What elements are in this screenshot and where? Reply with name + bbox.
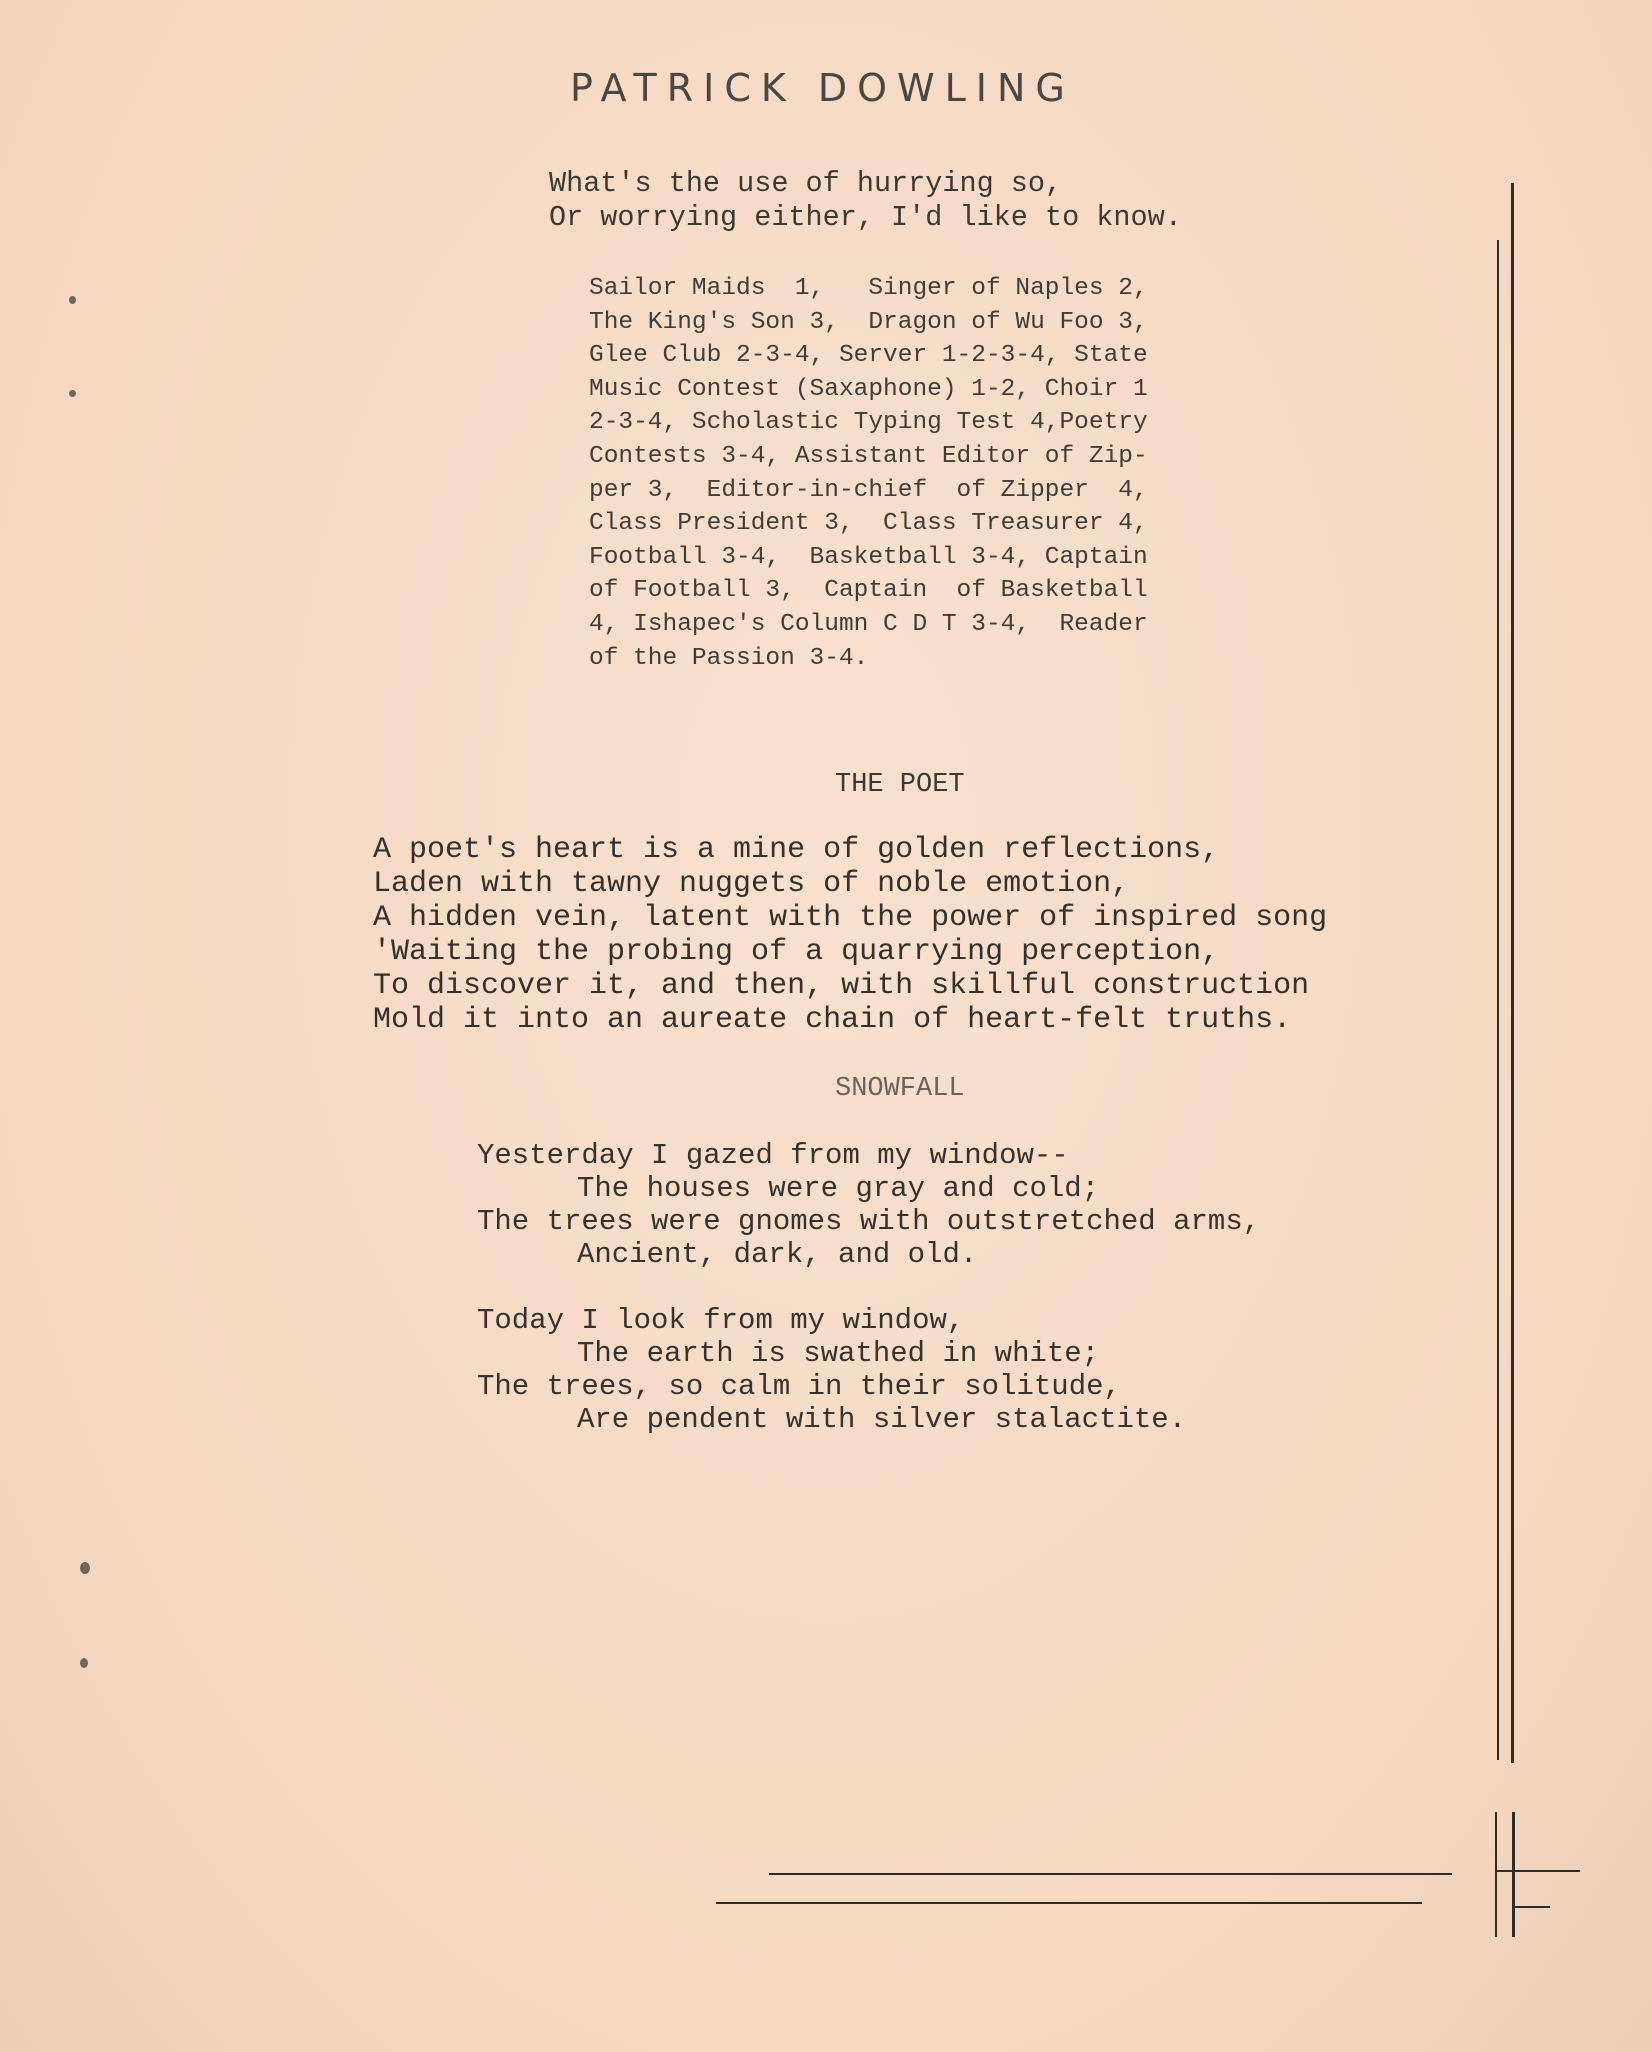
- border-rule-vertical: [1512, 1812, 1515, 1937]
- border-rule-horizontal: [769, 1873, 1452, 1875]
- border-rule-horizontal: [1514, 1906, 1550, 1908]
- motto-line: Or worrying either, I'd like to know.: [549, 201, 1182, 234]
- activities-line: 2-3-4, Scholastic Typing Test 4,Poetry: [589, 409, 1148, 437]
- poem-line: The houses were gray and cold;: [577, 1172, 1100, 1205]
- poem-title-the-poet: THE POET: [835, 770, 965, 800]
- poem-line: 'Waiting the probing of a quarrying perception,: [373, 935, 1220, 969]
- poem-line: Yesterday I gazed from my window--: [477, 1139, 1069, 1172]
- border-rule-horizontal: [716, 1902, 1422, 1904]
- poem-snowfall: [477, 1139, 1260, 1436]
- binder-hole-mark: [69, 296, 76, 304]
- border-rule-vertical: [1495, 1812, 1497, 1937]
- motto-line: What's the use of hurrying so,: [549, 167, 1063, 200]
- page-title: PATRICK DOWLING: [570, 66, 1075, 110]
- activities-line: per 3, Editor-in-chief of Zipper 4,: [589, 476, 1148, 504]
- poem-title-snowfall: SNOWFALL: [835, 1074, 965, 1104]
- border-rule-vertical: [1511, 183, 1514, 1763]
- activities-line: Sailor Maids 1, Singer of Naples 2,: [589, 275, 1148, 302]
- poem-line: A poet's heart is a mine of golden reflections,: [373, 833, 1220, 867]
- activities-line: Music Contest (Saxaphone) 1-2, Choir 1: [589, 375, 1148, 403]
- activities-line: Contests 3-4, Assistant Editor of Zip-: [589, 442, 1148, 470]
- activities-line: of the Passion 3-4.: [589, 644, 869, 672]
- border-rule-vertical: [1497, 240, 1499, 1760]
- poem-line: Are pendent with silver stalactite.: [577, 1403, 1187, 1436]
- activities-line: of Football 3, Captain of Basketball: [589, 577, 1148, 605]
- poem-line: The trees, so calm in their solitude,: [477, 1370, 1121, 1403]
- poem-line: Laden with tawny nuggets of noble emotion,: [373, 867, 1130, 901]
- binder-hole-mark: [69, 390, 76, 397]
- poem-line: The trees were gnomes with outstretched arms,: [477, 1205, 1261, 1238]
- poem-line: Today I look from my window,: [477, 1304, 965, 1337]
- poem-line: A hidden vein, latent with the power of inspired song: [373, 901, 1328, 935]
- poem-line: Ancient, dark, and old.: [577, 1238, 978, 1271]
- poem-line: Mold it into an aureate chain of heart-felt truths.: [373, 1003, 1292, 1037]
- poem-line: The earth is swathed in white;: [577, 1337, 1100, 1370]
- activities-line: 4, Ishapec's Column C D T 3-4, Reader: [589, 610, 1148, 638]
- activities-line: Football 3-4, Basketball 3-4, Captain: [589, 543, 1148, 571]
- border-rule-horizontal: [1496, 1870, 1580, 1872]
- motto: [549, 167, 1182, 235]
- binder-hole-mark: [80, 1658, 88, 1668]
- stanza-break: [477, 1271, 1260, 1304]
- binder-hole-mark: [80, 1562, 90, 1574]
- activities-line: Class President 3, Class Treasurer 4,: [589, 510, 1148, 538]
- activities-list: [589, 272, 1148, 675]
- poem-line: To discover it, and then, with skillful construction: [373, 969, 1310, 1003]
- activities-line: The King's Son 3, Dragon of Wu Foo 3,: [589, 308, 1148, 336]
- poem-the-poet: [373, 833, 1327, 1037]
- activities-line: Glee Club 2-3-4, Server 1-2-3-4, State: [589, 342, 1148, 370]
